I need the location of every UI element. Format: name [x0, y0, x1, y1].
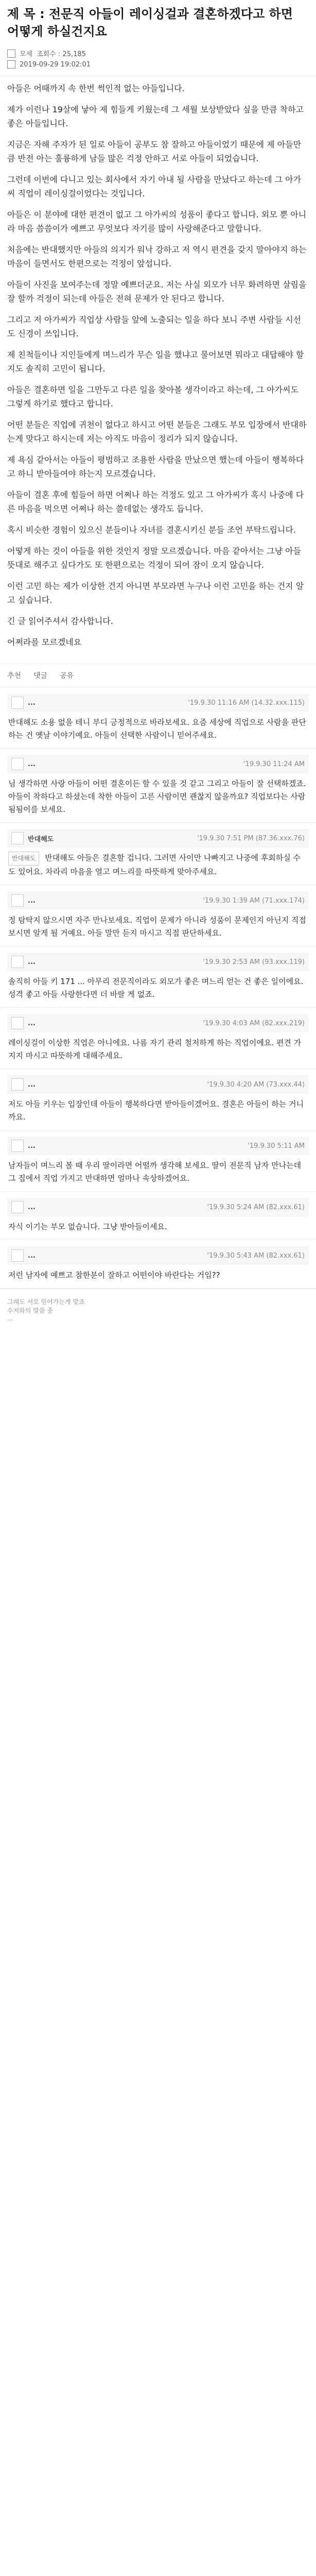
comment-item — [0, 946, 316, 1008]
post-paragraph: 혹시 비슷한 경험이 있으신 분들이나 자녀를 결혼시키신 분들 조언 부탁드립니다. — [7, 525, 296, 535]
post-paragraph: 지금은 자해 주자가 된 일로 아들이 공부도 참 잘하고 아들이었기 때문에 제 아들만큼 반전 아는 훌륭하게 남들 많은 걱정 안하고 서로 아들이 되었습니다. — [7, 140, 302, 163]
comment-header — [7, 1075, 309, 1094]
avatar — [11, 1140, 24, 1152]
comment-date: '19.9.30 2:53 AM (93.xxx.119) — [203, 958, 305, 966]
comment-author[interactable]: ... — [28, 699, 36, 707]
post-paragraph: 아들은 이 분야에 대한 편견이 없고 그 아가씨의 성품이 좋다고 합니다. 외모 뿐 아니라 마음 씀씀이가 예쁘고 무엇보다 자기를 많이 사랑해준다고 말합니다. — [7, 210, 307, 233]
comment-body: 정 탐탁지 않으시면 자주 만나보세요. 직업이 문제가 아니라 성품이 문제인지 아닌지 직접 보시면 알게 될 거예요. 아들 말만 듣지 마시고 직접 판단하세요. — [8, 916, 306, 938]
comment-date: '19.9.30 7:51 PM (87.36.xxx.76) — [197, 834, 305, 842]
avatar — [11, 956, 24, 968]
comment-author[interactable]: ... — [28, 1080, 36, 1089]
comment-author[interactable]: ... — [28, 1251, 36, 1260]
post-paragraph: 이런 고민 하는 제가 이상한 건지 아니면 부모라면 누구나 이런 고민을 하는 건지 알고 싶습니다. — [7, 581, 304, 605]
comment-header — [7, 1137, 309, 1155]
comment-header — [7, 1198, 309, 1216]
comment-body: 솔직히 아들 키 171 ... 아무리 전문직이라도 외모가 좋은 며느리 얻는 건 좋은 일이에요. 성격 좋고 아들 사랑한다면 더 바랄 게 없죠. — [8, 977, 304, 999]
post-paragraph: 제 친척들이나 지인들에게 며느리가 무슨 일을 했냐고 물어보면 뭐라고 대답해야 할지도 솔직히 고민이 됩니다. — [7, 350, 304, 374]
comment-item — [0, 1130, 316, 1192]
post-date: 2019-09-29 19:02:01 — [20, 60, 91, 69]
comment-header — [7, 1014, 309, 1032]
footer — [0, 1289, 316, 1330]
comment-header — [7, 953, 309, 971]
post-paragraph: 아들이 사진을 보여주는데 정말 예쁘더군요. 저는 사실 외모가 너무 화려하면 살림을 잘 할까 걱정이 되는데 아들은 전혀 문제가 안 된다고 합니다. — [7, 280, 307, 303]
like-button[interactable]: 추천 — [7, 672, 22, 680]
avatar — [11, 697, 24, 709]
comment-item — [0, 823, 316, 885]
comment-body — [7, 848, 309, 878]
comment-item — [0, 1008, 316, 1069]
post-meta — [0, 43, 316, 76]
reply-tag: 반대해도 — [8, 852, 39, 866]
comment-header — [7, 891, 309, 910]
comment-date: '19.9.30 11:24 AM — [243, 760, 305, 768]
comment-author[interactable]: ... — [28, 760, 36, 768]
post-paragraph: 아들이 결혼 후에 힘들어 하면 어쩌나 하는 걱정도 있고 그 아가씨가 혹시 나중에 다른 마음을 먹으면 어쩌나 하는 쓸데없는 생각도 듭니다. — [7, 490, 304, 514]
clock-icon — [7, 60, 15, 69]
avatar — [11, 1249, 24, 1262]
post-body — [0, 76, 316, 664]
footer-line: 수저와의 말씀 중 — [7, 1307, 53, 1314]
avatar — [11, 894, 24, 907]
avatar — [11, 1017, 24, 1029]
avatar — [11, 832, 24, 844]
post-paragraph: 어떤 분들은 직업에 귀천이 없다고 하시고 어떤 분들은 그래도 부모 입장에서 반대하는게 맞다고 하시는데 저는 아직도 마음이 정리가 되지 않습니다. — [7, 420, 307, 444]
comment-item — [0, 749, 316, 823]
comment-body: 저도 아들 키우는 입장인데 아들이 행복하다면 받아들이겠어요. 결혼은 아들이 하는 거니까요. — [8, 1099, 304, 1122]
meta-author-row — [7, 48, 309, 58]
reply-button[interactable]: 댓글 — [33, 672, 48, 680]
comment-body: 남자들이 며느리 볼 때 우리 딸이라면 어떨까 생각해 보세요. 딸이 전문직 남자 만나는데 그 집에서 직업 가지고 반대하면 얼마나 속상하겠어요. — [8, 1161, 302, 1183]
comment-text: 반대해도 아들은 결혼할 겁니다. 그러면 사이만 나빠지고 나중에 후회하실 수도 있어요. 차라리 마음을 열고 며느리를 따뜻하게 맞아주세요. — [8, 853, 301, 876]
post-paragraph: 아들은 어때까지 속 한번 썩인적 없는 아들입니다. — [7, 83, 185, 93]
post-paragraph: 어떻게 하는 것이 아들을 위한 것인지 정말 모르겠습니다. 마음 같아서는 그냥 아들 뜻대로 해주고 싶다가도 또 한편으로는 걱정이 되어 잠이 오지 않습니다. — [7, 546, 302, 570]
comment-date: '19.9.30 1:39 AM (71.xxx.174) — [203, 896, 305, 905]
post-paragraph: 처음에는 반대했지만 아들의 의지가 워낙 강하고 저 역시 편견을 갖지 말아야지 하는 마음이 들면서도 한편으로는 걱정이 앞섭니다. — [7, 245, 307, 268]
comment-body: 자식 이기는 부모 없습니다. 그냥 받아들이세요. — [8, 1222, 167, 1231]
meta-date-row — [7, 60, 309, 69]
post-title: 제 목 : 전문직 아들이 레이싱걸과 결혼하겠다고 하면 어떻게 하실건지요 — [7, 7, 293, 39]
author-name[interactable]: 모세 — [20, 50, 33, 58]
comment-header — [7, 829, 309, 848]
comment-author[interactable]: ... — [28, 1019, 36, 1027]
post-paragraph: 그리고 저 아가씨가 직업상 사람들 앞에 노출되는 일을 하다 보니 주변 사람들 시선도 신경이 쓰입니다. — [7, 315, 302, 338]
comment-date: '19.9.30 4:20 AM (73.xxx.44) — [207, 1080, 305, 1089]
post-paragraph: 긴 글 읽어주셔서 감사합니다. — [7, 616, 113, 626]
comment-date: '19.9.30 11:16 AM (14.32.xxx.115) — [188, 699, 305, 707]
comment-body: 님 생각하면 사랑 아들이 어떤 결혼이든 할 수 있을 것 같고 그리고 아들이 잘 선택하겠죠. 아들이 착하다고 하셨는데 착한 아들이 고른 사람이면 괜찮지 않을까요? 직업보다는 사람 됨됨이를 보세요. — [8, 779, 306, 814]
comment-item — [0, 1192, 316, 1240]
share-button[interactable]: 공유 — [60, 672, 74, 680]
comment-item — [0, 687, 316, 749]
comment-author[interactable]: ... — [28, 1203, 36, 1211]
footer-line: 그래도 서로 믿어가는게 맞죠 — [7, 1298, 85, 1306]
footer-line: ... — [7, 1315, 13, 1322]
avatar — [11, 758, 24, 770]
post-actions — [0, 664, 316, 687]
comment-item — [0, 1240, 316, 1289]
comment-author[interactable]: 반대해도 — [28, 835, 54, 843]
comment-author[interactable]: ... — [28, 958, 36, 966]
post-paragraph: 아들은 결혼하면 일을 그만두고 다른 일을 찾아볼 생각이라고 하는데, 그 아가씨도 그렇게 하기로 했다고 합니다. — [7, 385, 299, 409]
comment-body: 저런 남자에 예쁘고 참한분이 잘하고 어떤이야 바란다는 거임?? — [8, 1270, 220, 1280]
avatar — [11, 1201, 24, 1213]
author-icon — [7, 49, 15, 58]
post-paragraph: 제 욕심 같아서는 아들이 평범하고 조용한 사람을 만났으면 했는데 아들이 행복하다고 하니 받아들여야 하는지 모르겠습니다. — [7, 455, 304, 479]
post-paragraph: 그런데 이번에 다니고 있는 회사에서 자기 아내 될 사람을 만났다고 하는데 그 아가씨 직업이 레이싱걸이었다는 것입니다. — [7, 175, 302, 198]
comment-date: '19.9.30 5:24 AM (82.xxx.61) — [207, 1203, 305, 1211]
post-paragraph: 제가 이런나 19살에 낳아 제 힘들게 키웠는데 그 세월 보상받았다 싶을 만큼 착하고 좋은 아들입니다. — [7, 105, 304, 128]
comment-body: 레이싱걸이 이상한 직업은 아니에요. 나름 자기 관리 철저하게 하는 직업이에요. 편견 가지지 마시고 따뜻하게 대해주세요. — [8, 1038, 302, 1060]
comment-header — [7, 755, 309, 773]
post-paragraph: 어쩌라를 모르겠네요 — [7, 637, 82, 647]
comment-header — [7, 693, 309, 712]
comment-list — [0, 687, 316, 1289]
comment-author[interactable]: ... — [28, 1142, 36, 1150]
comment-item — [0, 885, 316, 946]
comment-header — [7, 1246, 309, 1265]
comment-date: '19.9.30 5:43 AM (82.xxx.61) — [207, 1251, 305, 1260]
comment-date: '19.9.30 4:03 AM (82.xxx.219) — [203, 1019, 305, 1027]
avatar — [11, 1078, 24, 1091]
comment-body: 반대해도 소용 없을 테니 부디 긍정적으로 바라보세요. 요즘 세상에 직업으로 사람을 판단하는 건 옛날 이야기예요. 아들이 선택한 사람이니 믿어주세요. — [8, 718, 306, 740]
comment-author[interactable]: ... — [28, 896, 36, 905]
comment-date: '19.9.30 5:11 AM — [248, 1142, 305, 1150]
view-count: 조회수 : 25,185 — [37, 50, 86, 58]
comment-item — [0, 1069, 316, 1130]
